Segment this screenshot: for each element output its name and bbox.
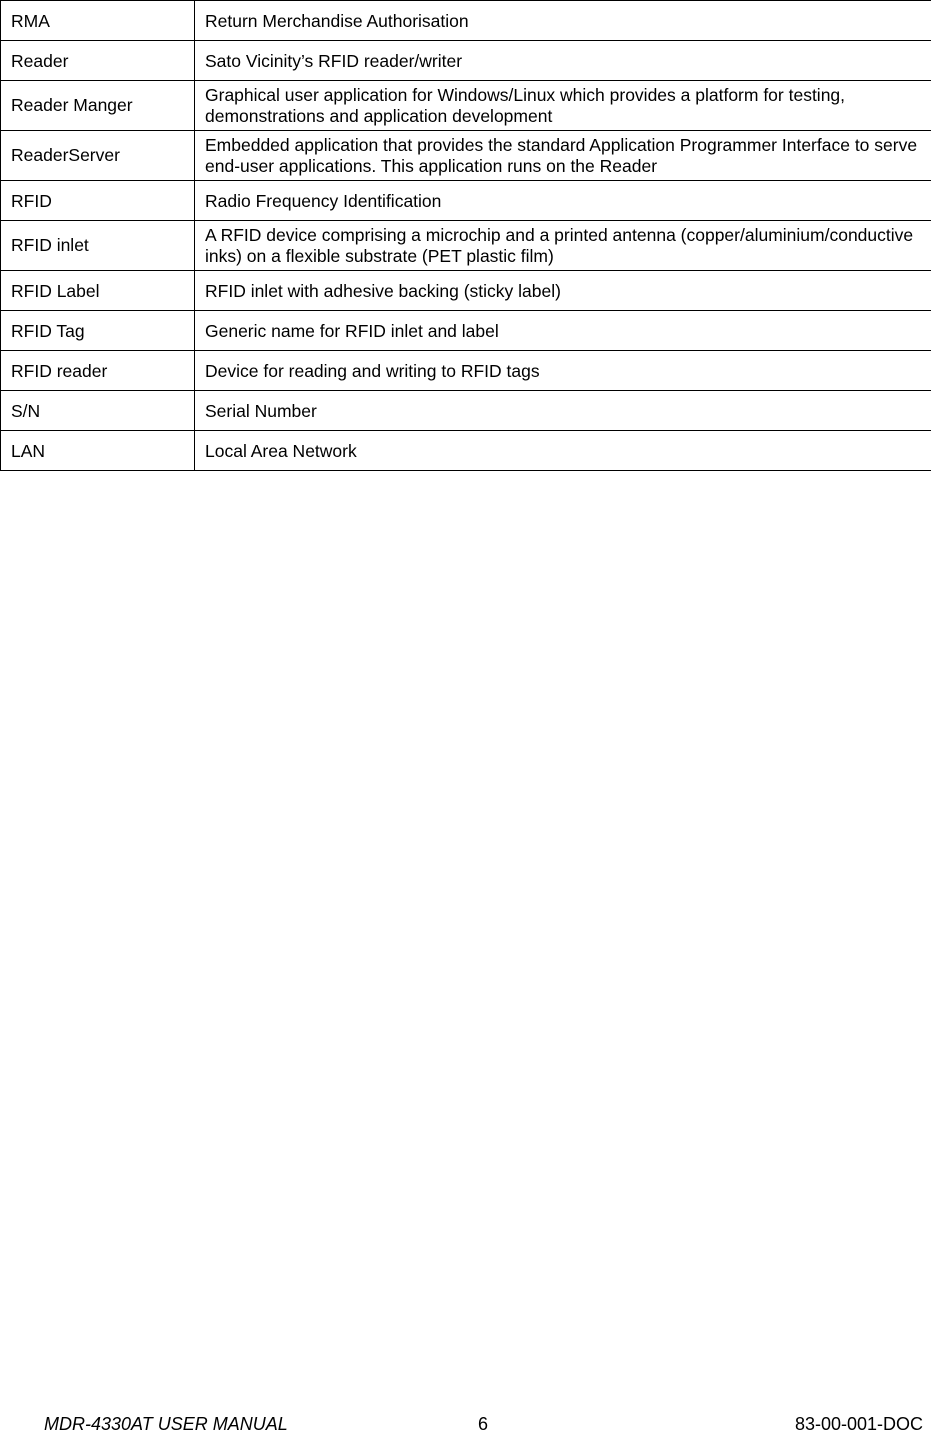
glossary-definition: Local Area Network [195, 431, 931, 471]
table-row [1, 81, 931, 131]
table-row [1, 391, 931, 431]
table-row [1, 41, 931, 81]
glossary-term: RFID Tag [1, 311, 195, 351]
glossary-definition: A RFID device comprising a microchip and a printed antenna (copper/aluminium/conductive inks) on a flexible substrate (PET plastic film) [195, 221, 931, 271]
table-row [1, 311, 931, 351]
table-row [1, 351, 931, 391]
glossary-definition: Embedded application that provides the standard Application Programmer Interface to serve end-user applications. This application runs on the Reader [195, 131, 931, 181]
glossary-term: Reader [1, 41, 195, 81]
glossary-term: Reader Manger [1, 81, 195, 131]
table-row [1, 1, 931, 41]
manual-title: MDR-4330AT USER MANUAL [44, 1413, 288, 1435]
glossary-definition: Serial Number [195, 391, 931, 431]
document-code: 83-00-001-DOC [795, 1413, 923, 1435]
glossary-term: ReaderServer [1, 131, 195, 181]
glossary-definition: Graphical user application for Windows/Linux which provides a platform for testing, demonstrations and application development [195, 81, 931, 131]
glossary-definition: Sato Vicinity’s RFID reader/writer [195, 41, 931, 81]
glossary-definition: Device for reading and writing to RFID tags [195, 351, 931, 391]
table-row [1, 221, 931, 271]
glossary-table [0, 0, 931, 471]
glossary-term: RFID [1, 181, 195, 221]
table-row [1, 181, 931, 221]
glossary-definition: Return Merchandise Authorisation [195, 1, 931, 41]
glossary-term: RMA [1, 1, 195, 41]
table-row [1, 131, 931, 181]
glossary-definition: RFID inlet with adhesive backing (sticky label) [195, 271, 931, 311]
glossary-term: S/N [1, 391, 195, 431]
page-number: 6 [478, 1413, 488, 1435]
table-row [1, 271, 931, 311]
glossary-definition: Generic name for RFID inlet and label [195, 311, 931, 351]
glossary-definition: Radio Frequency Identification [195, 181, 931, 221]
table-row [1, 431, 931, 471]
glossary-term: LAN [1, 431, 195, 471]
glossary-term: RFID Label [1, 271, 195, 311]
glossary-term: RFID inlet [1, 221, 195, 271]
glossary-term: RFID reader [1, 351, 195, 391]
